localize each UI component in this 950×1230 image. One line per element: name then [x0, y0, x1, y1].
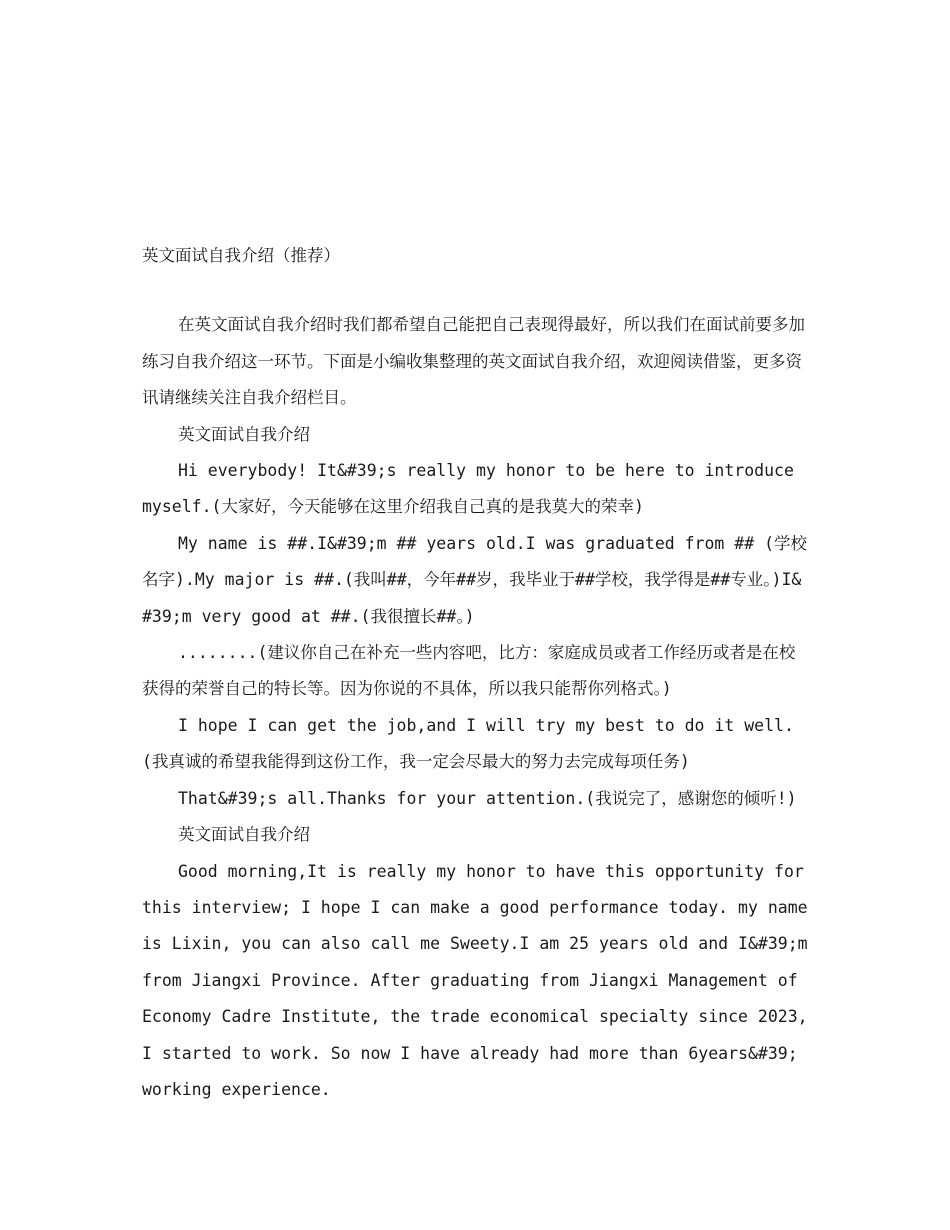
section-heading: 英文面试自我介绍 [178, 825, 310, 845]
paragraph-hope: I hope I can get the job,and I will try my best to do it well.(我真诚的希望我能得到这份工作，我一定会尽最大的努力去完成每项任务) [142, 715, 794, 772]
paragraph-closing: That&#39;s all.Thanks for your attention.(我说完了，感谢您的倾听!) [178, 788, 797, 808]
section-heading: 英文面试自我介绍 [178, 424, 310, 444]
paragraph-good-morning: Good morning,It is really my honor to have this opportunity for this interview; I hope I can make a good performance today. my name is Lixin, you can also call me Sweety.I am 25 years old and I&#39;m from Jiangxi Province. After graduating from Jiangxi Management of Economy Cadre Institute, the trade economical specialty since 2023, I started to work. So now I have already had more than 6years&#39; working experience. [142, 861, 808, 1099]
intro-paragraph: 在英文面试自我介绍时我们都希望自己能把自己表现得最好，所以我们在面试前要多加练习自我介绍这一环节。下面是小编收集整理的英文面试自我介绍，欢迎阅读借鉴，更多资讯请继续关注自我介绍栏目。 [142, 315, 805, 408]
paragraph-greeting: Hi everybody! It&#39;s really my honor to be here to introduce myself.(大家好，今天能够在这里介绍我自己真的是我莫大的荣幸) [142, 461, 794, 517]
document-title: 英文面试自我介绍（推荐） [142, 246, 340, 265]
paragraph-name-major: My name is ##.I&#39;m ## years old.I was graduated from ## (学校名字).My major is ##.(我叫##，今年##岁，我毕业于##学校，我学得是##专业。)I&#39;m very good at ##.(我很擅长##。) [142, 533, 808, 626]
paragraph-suggestion: ........(建议你自己在补充一些内容吧，比方：家庭成员或者工作经历或者是在校获得的荣誉自己的特长等。因为你说的不具体，所以我只能帮你列格式。) [142, 643, 796, 699]
document-body [142, 238, 810, 1108]
